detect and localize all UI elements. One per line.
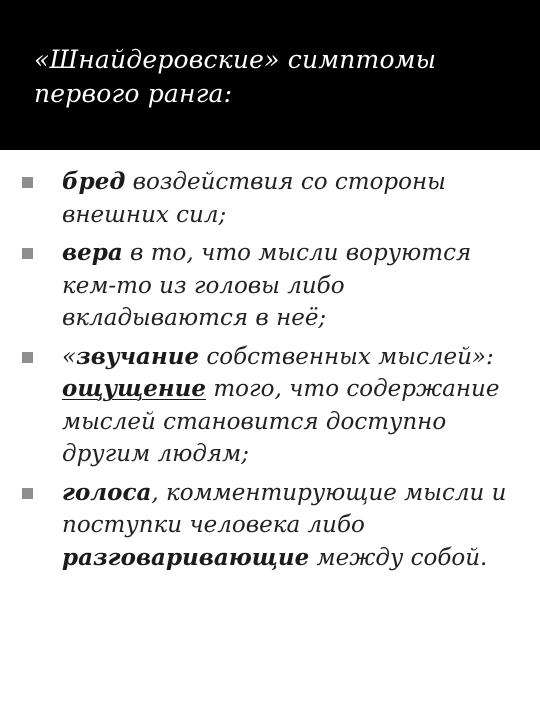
bullet-item-2 xyxy=(22,237,532,335)
bullet-emphasis: голоса xyxy=(62,478,152,506)
bullet-emphasis-underlined: ощущение xyxy=(62,375,207,402)
bullet-text xyxy=(62,344,499,468)
bullet-text-part: « xyxy=(62,343,77,370)
bullet-text-part: , комментирующие мысли и поступки человека либо xyxy=(62,479,507,538)
bullet-text xyxy=(62,169,446,228)
square-bullet-icon xyxy=(22,248,33,259)
slide-header xyxy=(0,0,540,150)
square-bullet-icon xyxy=(22,177,33,188)
bullet-text-part: между собой. xyxy=(309,544,488,571)
bullet-text-part: в то, что мысли воруются кем-то из головы либо вкладываются в неё; xyxy=(62,240,472,331)
bullet-text xyxy=(62,240,471,331)
bullet-item-1 xyxy=(22,166,532,231)
bullet-emphasis: бред xyxy=(62,168,126,195)
bullet-item-3 xyxy=(22,341,532,471)
bullet-text-part: воздействия со стороны внешних сил; xyxy=(62,169,446,228)
bullet-item-4 xyxy=(22,477,532,575)
bullet-text-part: собственных мыслей»: xyxy=(199,343,494,370)
bullet-text xyxy=(62,480,506,571)
slide-content xyxy=(22,166,532,580)
bullet-emphasis: звучание xyxy=(76,342,200,370)
bullet-emphasis: разговаривающие xyxy=(62,543,310,571)
bullet-text-part: того, что содержание мыслей становится доступно другим людям; xyxy=(62,376,500,467)
square-bullet-icon xyxy=(22,488,33,499)
square-bullet-icon xyxy=(22,352,33,363)
bullet-emphasis: вера xyxy=(62,239,123,266)
slide-title: «Шнайдеровские» симптомы первого ранга: xyxy=(34,45,437,108)
bullet-list xyxy=(22,166,532,574)
